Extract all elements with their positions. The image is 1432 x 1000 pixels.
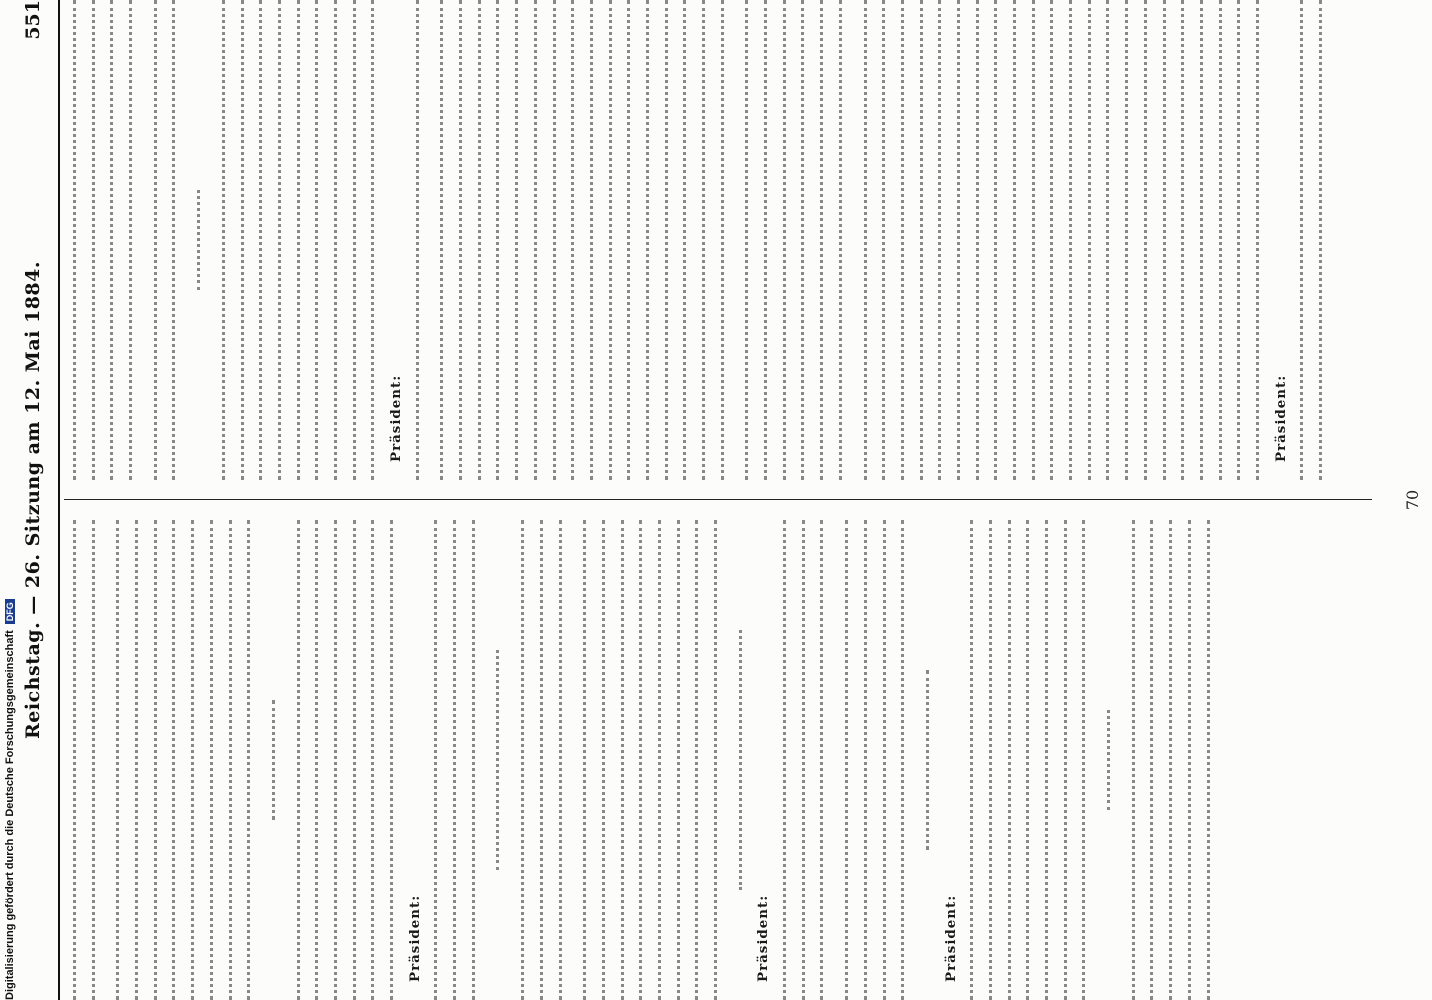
paragraph — [1123, 520, 1216, 1000]
credit-text: Digitalisierung gefördert durch die Deutsche Forschungsgemeinschaft — [4, 630, 16, 1000]
page-footer — [1386, 0, 1422, 1000]
page-number: 551 — [22, 0, 44, 40]
paragraph — [288, 520, 400, 1000]
paragraph — [736, 0, 848, 480]
paragraph — [213, 0, 381, 480]
sheet-number: 70 — [1403, 489, 1422, 511]
interjection — [1098, 520, 1117, 1000]
running-head: Reichstag. — 26. Sitzung am 12. Mai 1884. — [22, 261, 44, 739]
speaker-paragraph — [406, 520, 482, 1000]
paragraph — [145, 0, 182, 480]
speaker-label: Präsident: — [406, 894, 423, 982]
speaker-label: Präsident: — [388, 374, 404, 462]
paragraph — [64, 520, 101, 1000]
speaker-label: Präsident: — [1272, 374, 1289, 462]
interjection — [188, 0, 207, 480]
interjection — [263, 520, 282, 1000]
interjection — [487, 520, 506, 1000]
paragraph — [64, 0, 139, 480]
paragraph — [512, 520, 568, 1000]
two-column-body — [64, 0, 1372, 1000]
column-divider — [64, 499, 1372, 500]
speaker-label: Präsident: — [942, 894, 959, 982]
paragraph — [574, 520, 724, 1000]
speaker-label: Präsident: — [755, 894, 772, 982]
speaker-paragraph — [1272, 0, 1329, 480]
paragraph — [855, 0, 1266, 480]
interjection — [917, 520, 936, 1000]
paragraph — [107, 520, 257, 1000]
dfg-logo-icon: DFG — [5, 599, 15, 624]
paragraph — [431, 0, 730, 480]
speaker-paragraph — [387, 0, 425, 480]
paragraph — [836, 520, 911, 1000]
speaker-paragraph — [754, 520, 830, 1000]
left-column — [64, 520, 1372, 1000]
right-column — [64, 0, 1372, 480]
speaker-paragraph — [942, 520, 1093, 1000]
interjection — [730, 520, 749, 1000]
digitization-credit — [4, 0, 16, 1000]
